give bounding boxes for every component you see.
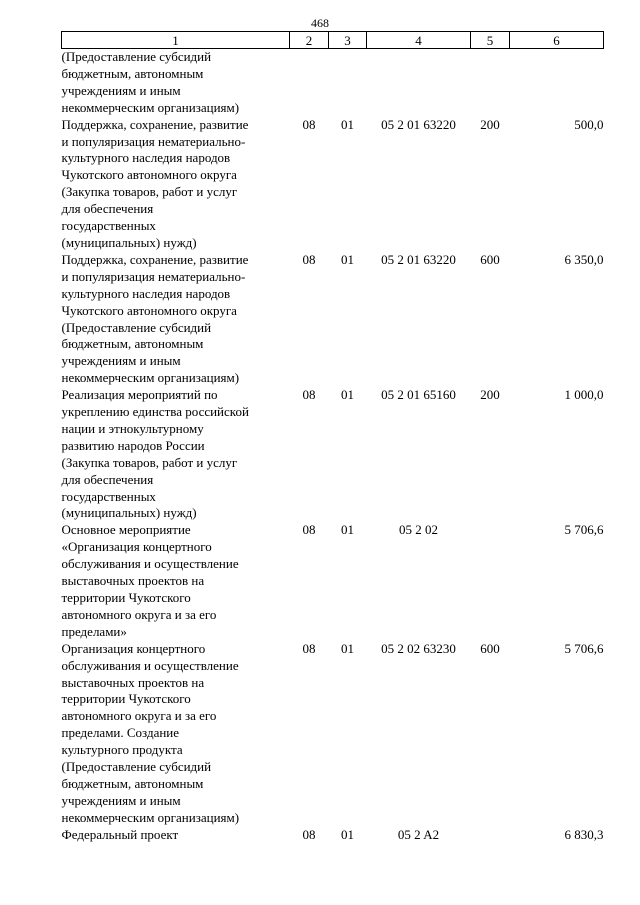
row-section: 08 bbox=[302, 251, 316, 267]
row-target-code: 05 2 01 63220 bbox=[381, 116, 456, 132]
row-expense-type: 200 bbox=[480, 116, 500, 132]
row-expense-type: 600 bbox=[480, 251, 500, 267]
row-expense-type: 200 bbox=[480, 387, 500, 403]
table-row bbox=[62, 387, 604, 522]
column-header-4: 4 bbox=[367, 32, 471, 49]
column-header-6: 6 bbox=[510, 32, 604, 49]
column-header-2: 2 bbox=[290, 32, 329, 49]
row-amount: 500,0 bbox=[574, 116, 604, 132]
column-header-3: 3 bbox=[329, 32, 367, 49]
table-row bbox=[62, 252, 604, 387]
row-expense-type: 600 bbox=[480, 640, 500, 656]
row-name: Поддержка, сохранение, развитие и популяризация нематериально- культурного наследия народов Чукотского автономного округа (Закупка товаров, работ и услуг для обеспечения государственных (муниципальных) нужд) bbox=[61, 116, 249, 250]
table-row bbox=[62, 641, 604, 827]
row-section: 08 bbox=[302, 522, 316, 538]
table-row bbox=[62, 117, 604, 252]
row-name: Реализация мероприятий по укреплению единства российской нации и этнокультурному развитию народов России (Закупка товаров, работ и услуг для обеспечения государственных (муниципальных) нужд) bbox=[61, 387, 249, 521]
row-target-code: 05 2 A2 bbox=[397, 826, 440, 842]
row-subsection: 01 bbox=[341, 826, 354, 842]
row-expense-type bbox=[471, 49, 510, 117]
row-subsection: 01 bbox=[341, 116, 354, 132]
row-section: 08 bbox=[302, 640, 316, 656]
row-subsection: 01 bbox=[341, 387, 354, 403]
row-target-code: 05 2 01 63220 bbox=[381, 251, 456, 267]
row-amount: 5 706,6 bbox=[564, 522, 604, 538]
table-row bbox=[62, 49, 604, 117]
row-subsection: 01 bbox=[341, 522, 354, 538]
row-name: Организация концертного обслуживания и осуществление выставочных проектов на территории Чукотского автономного округа и за его пределами. Создание культурного продукта (Предоставление субсидий бюджетным, автономным учреждениям и иным некоммерческим организациям) bbox=[61, 640, 240, 825]
budget-table bbox=[61, 31, 604, 844]
row-name: Федеральный проект bbox=[61, 826, 179, 842]
page-number: 468 bbox=[311, 16, 329, 30]
row-subsection bbox=[329, 49, 367, 117]
row-section bbox=[290, 49, 329, 117]
row-amount: 6 350,0 bbox=[564, 251, 604, 267]
row-target-code: 05 2 02 63230 bbox=[381, 640, 456, 656]
row-target-code bbox=[367, 49, 471, 117]
row-amount bbox=[510, 49, 604, 117]
table-row bbox=[62, 522, 604, 640]
row-target-code: 05 2 01 65160 bbox=[381, 387, 456, 403]
row-expense-type bbox=[471, 827, 510, 844]
column-header-1: 1 bbox=[62, 32, 290, 49]
header-row bbox=[62, 32, 604, 49]
table-row bbox=[62, 827, 604, 844]
row-target-code: 05 2 02 bbox=[399, 522, 438, 538]
row-amount: 5 706,6 bbox=[564, 640, 604, 656]
row-amount: 6 830,3 bbox=[564, 826, 604, 842]
row-amount: 1 000,0 bbox=[564, 387, 604, 403]
row-subsection: 01 bbox=[341, 640, 354, 656]
row-expense-type bbox=[471, 522, 510, 640]
row-subsection: 01 bbox=[341, 251, 354, 267]
row-name: Основное мероприятие «Организация концертного обслуживания и осуществление выставочных проектов на территории Чукотского автономного округа и за его пределами» bbox=[61, 522, 239, 639]
row-section: 08 bbox=[302, 116, 316, 132]
column-header-5: 5 bbox=[471, 32, 510, 49]
row-name: (Предоставление субсидий бюджетным, автономным учреждениям и иным некоммерческим организациям) bbox=[61, 49, 240, 115]
row-name: Поддержка, сохранение, развитие и популяризация нематериально- культурного наследия народов Чукотского автономного округа (Предоставление субсидий бюджетным, автономным учреждениям и иным некоммерческим организациям) bbox=[61, 251, 249, 386]
row-section: 08 bbox=[302, 826, 316, 842]
row-section: 08 bbox=[302, 387, 316, 403]
